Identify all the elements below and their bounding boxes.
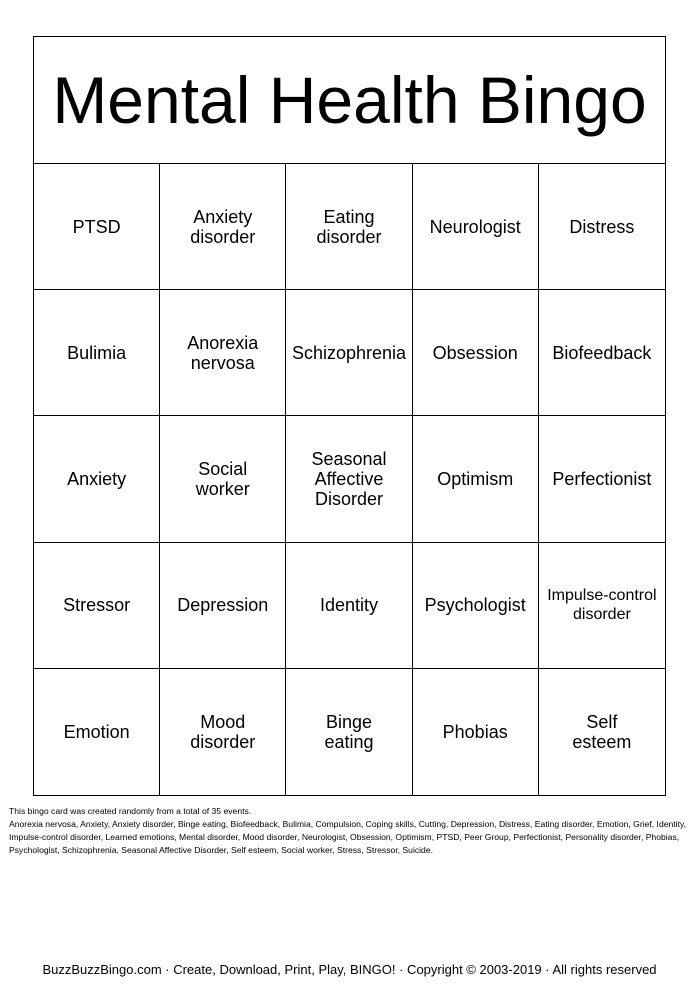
note-intro: This bingo card was created randomly from a total of 35 events. — [9, 806, 252, 816]
bingo-cell — [160, 416, 286, 542]
bingo-cell — [539, 290, 665, 416]
card-title: Mental Health Bingo — [34, 37, 665, 164]
card-note — [9, 805, 691, 857]
bingo-cell — [34, 164, 160, 290]
bingo-cell-text: Seasonal Affective Disorder — [311, 448, 387, 509]
bingo-cell — [539, 543, 665, 669]
bingo-cell — [413, 543, 539, 669]
bingo-cell-text: Obsession — [432, 342, 518, 363]
bingo-cell — [539, 164, 665, 290]
bingo-grid — [34, 164, 665, 795]
bingo-cell-text: Anxiety — [67, 468, 127, 489]
bingo-cell-text: Biofeedback — [552, 342, 652, 363]
bingo-card — [33, 36, 666, 796]
bingo-cell-text: Identity — [319, 595, 379, 616]
bingo-cell-text: Stressor — [63, 595, 131, 616]
bingo-cell-text: Mood disorder — [190, 711, 256, 752]
bingo-cell-text: Perfectionist — [552, 468, 652, 489]
bingo-cell-text: Bulimia — [67, 342, 127, 363]
bingo-cell-text: Binge eating — [324, 711, 374, 752]
bingo-cell-text: Anxiety disorder — [190, 206, 256, 247]
bingo-cell-text: Impulse-control disorder — [547, 587, 657, 624]
bingo-cell — [160, 669, 286, 795]
bingo-cell — [34, 669, 160, 795]
bingo-cell-text: Eating disorder — [316, 206, 382, 247]
bingo-cell — [34, 290, 160, 416]
bingo-cell — [160, 543, 286, 669]
bingo-cell — [413, 290, 539, 416]
site-footer: BuzzBuzzBingo.com · Create, Download, Print, Play, BINGO! · Copyright © 2003-2019 · All rights reserved — [42, 962, 657, 977]
bingo-cell-text: Distress — [569, 216, 635, 237]
bingo-cell-text: Optimism — [437, 468, 514, 489]
bingo-cell — [286, 164, 412, 290]
bingo-cell-text: Phobias — [442, 721, 508, 742]
bingo-cell-text: PTSD — [72, 216, 121, 237]
bingo-cell — [286, 669, 412, 795]
bingo-cell — [286, 416, 412, 542]
bingo-cell — [539, 669, 665, 795]
bingo-cell-text: Psychologist — [424, 595, 526, 616]
bingo-cell — [160, 290, 286, 416]
bingo-cell-text: Neurologist — [429, 216, 521, 237]
bingo-cell — [539, 416, 665, 542]
bingo-cell — [160, 164, 286, 290]
bingo-cell — [286, 290, 412, 416]
bingo-cell-text: Depression — [177, 595, 269, 616]
bingo-cell-text: Anorexia nervosa — [187, 332, 259, 373]
bingo-cell-text: Social worker — [195, 458, 250, 499]
bingo-cell — [286, 543, 412, 669]
bingo-cell — [413, 416, 539, 542]
bingo-cell — [413, 164, 539, 290]
bingo-cell — [34, 543, 160, 669]
bingo-cell — [413, 669, 539, 795]
bingo-cell-text: Emotion — [63, 721, 130, 742]
bingo-cell-text: Self esteem — [572, 711, 632, 752]
bingo-cell-text: Schizophrenia — [291, 342, 407, 363]
note-event-list: Anorexia nervosa, Anxiety, Anxiety disorder, Binge eating, Biofeedback, Bulimia, Compulsion, Coping skills, Cutting, Depression, Distress, Eating disorder, Emotion, Grief, Identity, Impulse-control disorder, Learned emotions, Mental disorder, Mood disorder, Neurologist, Obsession, Optimism, PTSD, Peer Group, Perfectionist, Personality disorder, Phobias, Psychologist, Schizophrenia, Seasonal Affective Disorder, Self esteem, Social worker, Stress, Stressor, Suicide. — [9, 819, 687, 855]
bingo-cell — [34, 416, 160, 542]
